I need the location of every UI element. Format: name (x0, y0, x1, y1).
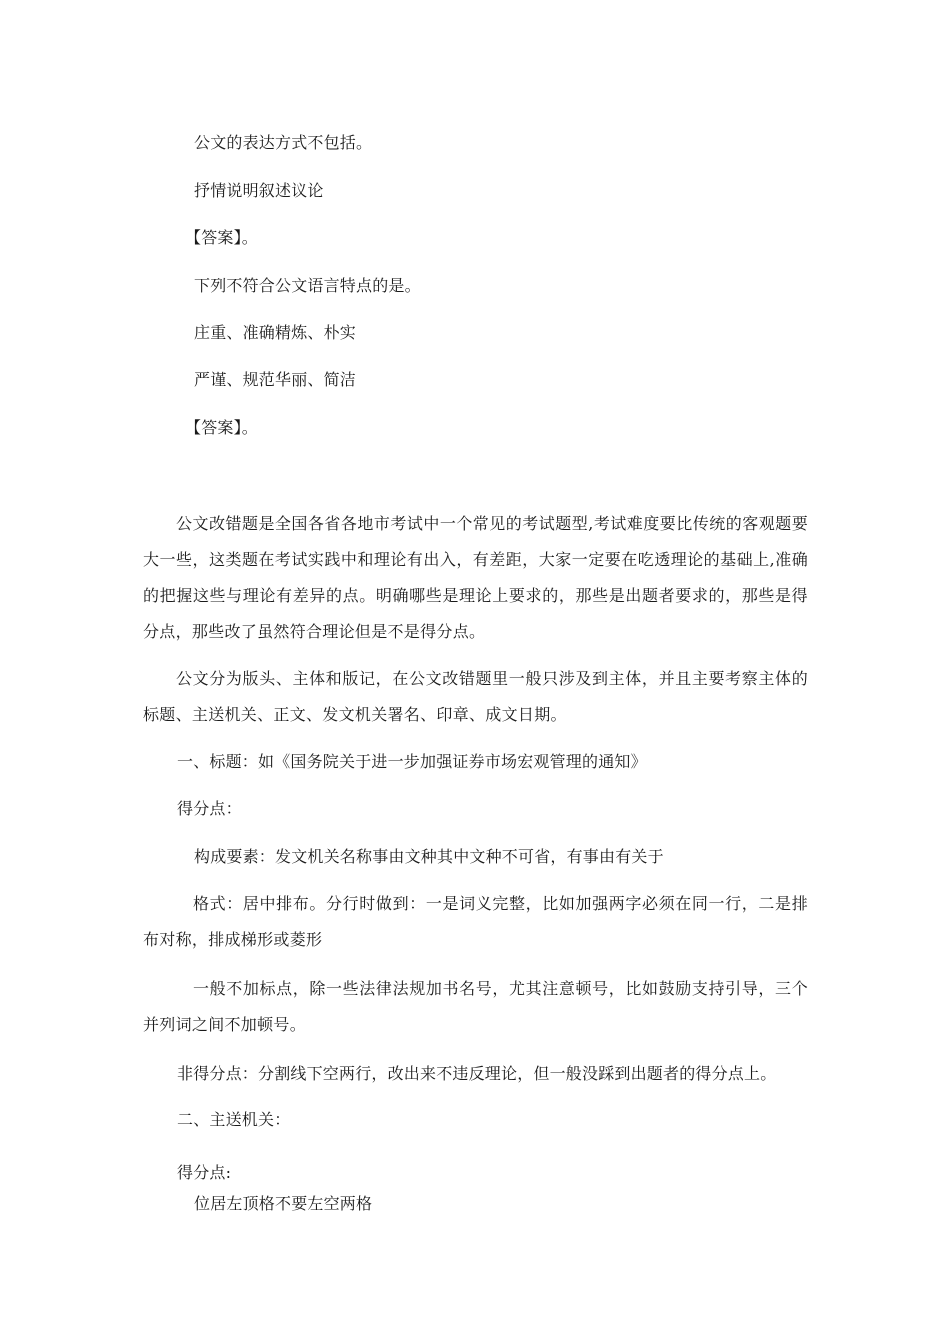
section-1-format: 格式：居中排布。分行时做到：一是词义完整，比如加强两字必须在同一行，二是排布对称，排成梯形或菱形 (143, 894, 808, 949)
question-2-option-b: 严谨、规范华丽、简洁 (194, 370, 357, 389)
intro-paragraph: 公文改错题是全国各省各地市考试中一个常见的考试题型,考试难度要比传统的客观题要大一些，这类题在考试实践中和理论有出入，有差距，大家一定要在吃透理论的基础上,准确的把握这些与理论有差异的点。明确哪些是理论上要求的，那些是出题者要求的，那些是得分点，那些改了虽然符合理论但是不是得分点。 (143, 514, 808, 641)
section-2-position: 位居左顶格不要左空两格 (194, 1194, 373, 1213)
structure-paragraph: 公文分为版头、主体和版记，在公文改错题里一般只涉及到主体，并且主要考察主体的标题、主送机关、正文、发文机关署名、印章、成文日期。 (143, 669, 808, 724)
question-2-option-a: 庄重、准确精炼、朴实 (194, 323, 357, 342)
question-2-stem: 下列不符合公文语言特点的是。 (194, 276, 421, 295)
section-1-heading: 一、标题：如《国务院关于进一步加强证券市场宏观管理的通知》 (177, 752, 647, 771)
section-1-punctuation: 一般不加标点，除一些法律法规加书名号，尤其注意顿号，比如鼓励支持引导，三个并列词之间不加顿号。 (143, 979, 808, 1034)
section-2-score-label: 得分点: (177, 1163, 232, 1182)
question-1-answer: 【答案】。 (185, 228, 259, 247)
question-1-stem: 公文的表达方式不包括。 (194, 133, 373, 152)
section-2-heading: 二、主送机关： (177, 1110, 291, 1129)
section-1-elements: 构成要素：发文机关名称事由文种其中文种不可省，有事由有关于 (194, 847, 664, 866)
section-1-score-label: 得分点： (177, 799, 242, 818)
section-1-non-score: 非得分点：分割线下空两行，改出来不违反理论，但一般没踩到出题者的得分点上。 (177, 1064, 777, 1083)
question-1-options: 抒情说明叙述议论 (194, 181, 324, 200)
question-2-answer: 【答案】。 (185, 418, 259, 437)
